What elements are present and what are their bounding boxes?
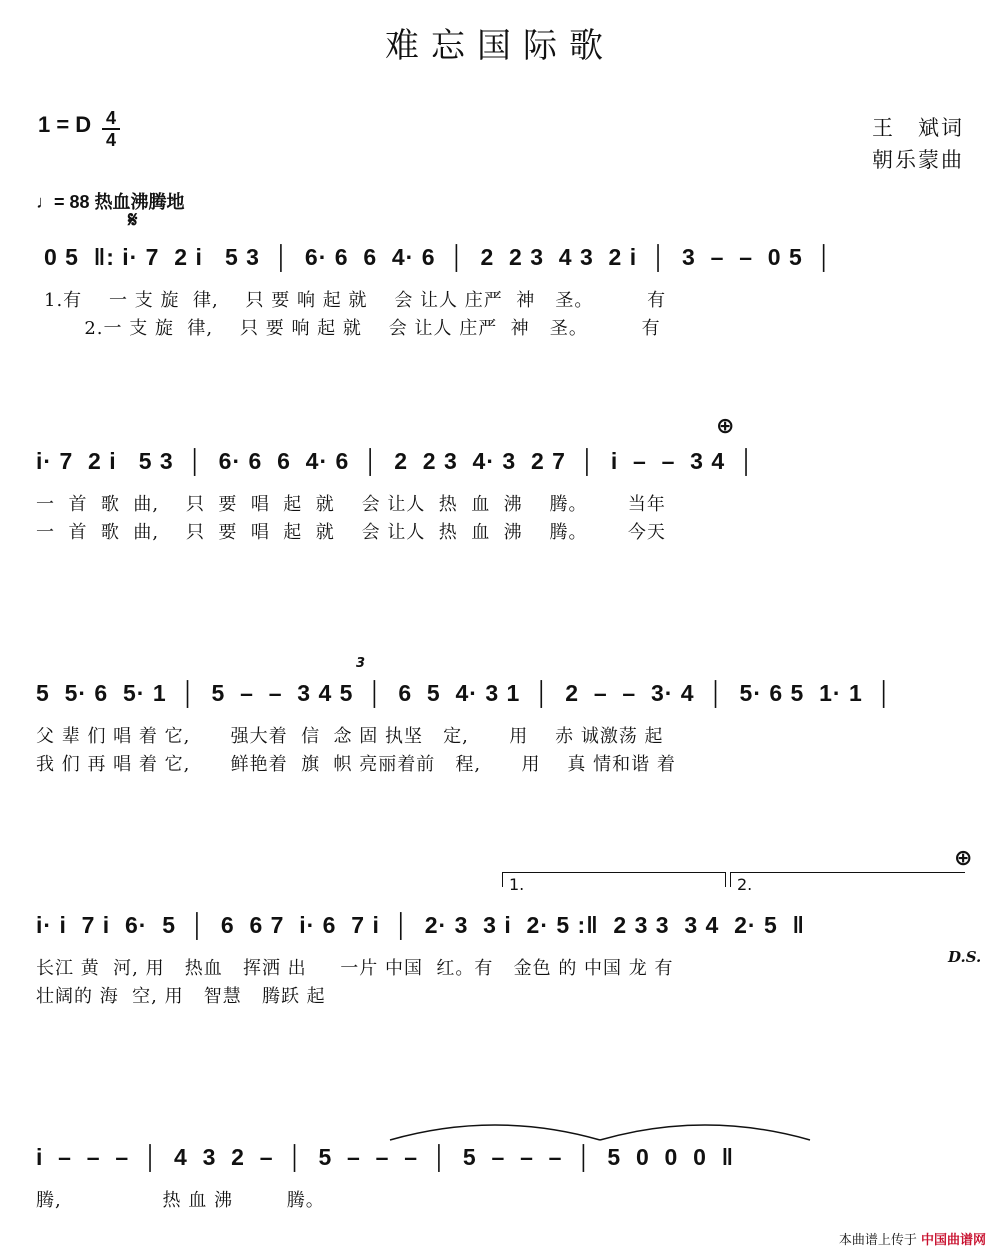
- lyrics-verse-2: 2.一 支 旋 律, 只 要 响 起 就 会 让人 庄严 神 圣。 有: [44, 318, 661, 339]
- notation-line: 0 5 ‖: i· 7 2 i 5 3 │ 6· 6 6 4· 6 │ 2 2 3 4 3 2 i │ 3 – – 0 5 │: [44, 244, 833, 270]
- composer-credit: 朝乐蒙曲: [872, 148, 964, 172]
- lyrics-verse-1: 长江 黄 河, 用 热血 挥洒 出 一片 中国 红。有 金色 的 中国 龙 有: [36, 958, 674, 979]
- site-logo-text[interactable]: 中国曲谱网: [920, 1233, 986, 1248]
- lyrics-verse-2: 我 们 再 唱 着 它, 鲜艳着 旗 帜 亮丽着前 程, 用 真 情和谐 着: [36, 754, 676, 775]
- notation-line: 5 5· 6 5· 1 │ 5 – – 3 4 5 │ 6 5 4· 3 1 │ 2 – – 3· 4 │ 5· 6 5 1· 1 │: [36, 680, 893, 706]
- coda-icon: ⊕: [954, 846, 973, 871]
- meter-top: 4: [105, 108, 116, 128]
- second-ending-bracket: [730, 872, 965, 894]
- time-signature: [102, 108, 120, 150]
- notation-line: i· i 7 i 6· 5 │ 6 6 7 i· 6 7 i │ 2· 3 3 i 2· 5 :‖ 2 3 3 3 4 2· 5 ‖: [36, 912, 805, 938]
- dal-segno-marking: D.S.: [948, 948, 982, 966]
- triplet-mark: 3: [356, 656, 366, 671]
- footer-credit: [839, 1229, 986, 1248]
- lyrics-verse-1: 父 辈 们 唱 着 它, 强大着 信 念 固 执坚 定, 用 赤 诚激荡 起: [36, 726, 664, 747]
- coda-icon: ⊕: [716, 414, 735, 439]
- first-ending-bracket: [502, 872, 726, 894]
- tempo-marking: ♩= 88 热血沸腾地: [36, 192, 185, 212]
- lyrics-verse-1: 1.有 一 支 旋 律, 只 要 响 起 就 会 让人 庄严 神 圣。 有: [44, 290, 667, 311]
- lyricist-credit: 王 斌词: [872, 116, 964, 140]
- notation-line: i – – – │ 4 3 2 – │ 5 – – – │ 5 – – – │ 5 0 0 0 ‖: [36, 1144, 735, 1170]
- lyrics-verse-1: 腾, 热 血 沸 腾。: [36, 1190, 325, 1211]
- second-ending-label: 2.: [737, 875, 753, 894]
- footer-uploaded-text: 本曲谱上传于: [838, 1233, 917, 1248]
- meter-bottom: 4: [105, 130, 116, 150]
- notation-line: i· 7 2 i 5 3 │ 6· 6 6 4· 6 │ 2 2 3 4· 3 2 7 │ i – – 3 4 │: [36, 448, 756, 474]
- first-ending-label: 1.: [509, 875, 525, 894]
- segno-icon: 𝄋: [128, 208, 138, 233]
- lyrics-verse-2: 一 首 歌 曲, 只 要 唱 起 就 会 让人 热 血 沸 腾。 今天: [36, 522, 666, 543]
- lyrics-verse-1: 一 首 歌 曲, 只 要 唱 起 就 会 让人 热 血 沸 腾。 当年: [36, 494, 666, 515]
- key-signature: 1 = D: [38, 112, 92, 137]
- song-title: 难忘国际歌: [385, 26, 615, 66]
- lyrics-verse-2: 壮阔的 海 空, 用 智慧 腾跃 起: [36, 986, 326, 1007]
